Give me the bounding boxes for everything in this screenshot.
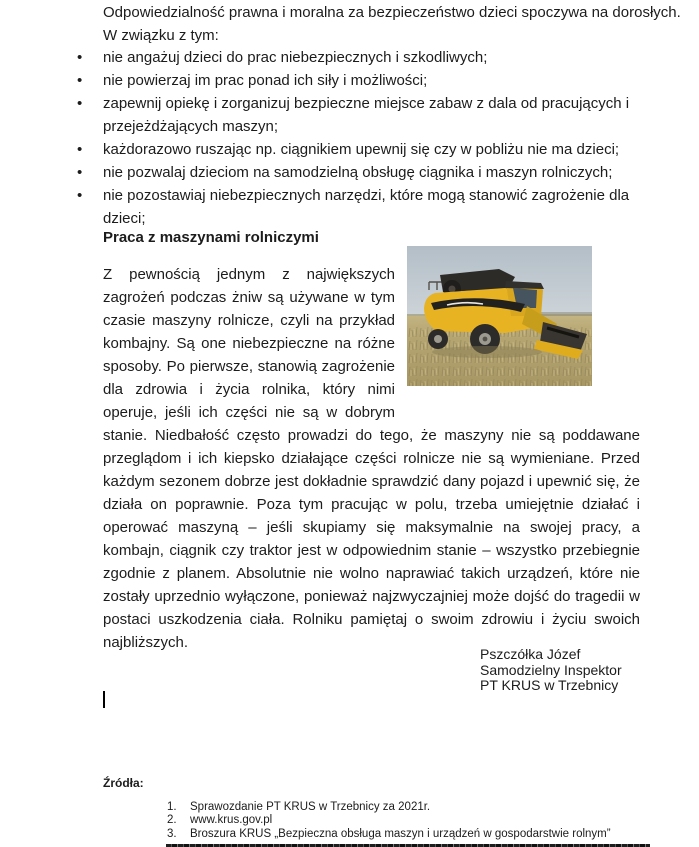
source-number: 1. [167, 801, 177, 813]
source-number: 2. [167, 814, 177, 827]
list-item [75, 184, 640, 230]
list-item-text: nie pozwalaj dzieciom na samodzielną obsługę ciągnika i maszyn rolniczych; [103, 164, 613, 181]
sources-list [167, 801, 611, 841]
source-text: Broszura KRUS „Bezpieczna obsługa maszyn i urządzeń w gospodarstwie rolnym” [190, 827, 611, 840]
signature-org: PT KRUS w Trzebnicy [480, 677, 619, 693]
body-paragraph [103, 263, 640, 654]
list-item [75, 92, 640, 138]
list-item [75, 69, 640, 92]
intro-line-1: Odpowiedzialność prawna i moralna za bezpieczeństwo dzieci spoczywa na dorosłych. [103, 4, 681, 21]
signature-name: Pszczółka Józef [480, 646, 581, 662]
list-item-text: nie angażuj dzieci do prac niebezpiecznych i szkodliwych; [103, 49, 488, 66]
list-item [75, 138, 640, 161]
list-item-text: nie pozostawiaj niebezpiecznych narzędzi, które mogą stanowić zagrożenie dla dzieci; [103, 187, 630, 227]
list-item [75, 46, 640, 69]
list-item-text: nie powierzaj im prac ponad ich siły i możliwości; [103, 72, 428, 89]
bullet-icon: • [77, 141, 83, 158]
source-item [167, 801, 611, 814]
bullet-icon: • [77, 49, 83, 66]
list-item-text: zapewnij opiekę i zorganizuj bezpieczne miejsce zabaw z dala od pracujących i przejeżdżających maszyn; [103, 95, 630, 135]
list-item-text: każdorazowo ruszając np. ciągnikiem upewnij się czy w pobliżu nie ma dzieci; [103, 141, 620, 158]
section-heading: Praca z maszynami rolniczymi [103, 229, 319, 246]
source-item [167, 814, 611, 827]
body-paragraph-text: Z pewnością jednym z największych zagrożeń podczas żniw są używane w tym czasie maszyny rolnicze, czyli na przykład kombajny. Są one niebezpieczne na różne sposoby. Po pierwsze, stanowią zagrożenie dla zdrowia i życia rolnika, który nimi operuje, jeśli ich części nie są w dobrym stanie. Niedbałość często prowadzi do tego, że maszyny nie są poddawane przeglądom i ich kiepsko działające części rolnicze nie są wymieniane. Przed każdym sezonem dobrze jest dokładnie sprawdzić dany pojazd i upewnić się, że działa on poprawnie. Poza tym pracując w polu, trzeba umiejętnie działać i operować maszyną – jeśli skupiamy się maksymalnie na swojej pracy, a kombajn, ciągnik czy traktor jest w odpowiednim stanie – wszystko przebiegnie zgodnie z planem. Absolutnie nie wolno naprawiać takich urządzeń, które nie zostały uprzednio wyłączone, ponieważ najzwyczajniej może dojść do tragedii w postaci uszkodzenia ciała. Rolniku pamiętaj o swoim zdrowiu i życiu swoich najbliższych. [103, 266, 640, 651]
bullet-icon: • [77, 164, 83, 181]
intro-line-2: W związku z tym: [103, 27, 219, 44]
signature-title: Samodzielny Inspektor [480, 661, 622, 678]
intro-paragraph [103, 1, 681, 47]
bullet-icon: • [77, 95, 83, 112]
source-number: 3. [167, 827, 177, 840]
bullet-icon: • [77, 187, 83, 204]
bullet-icon: • [77, 72, 83, 89]
text-caret [103, 691, 105, 708]
source-text: Sprawozdanie PT KRUS w Trzebnicy za 2021r. [190, 801, 431, 813]
combine-harvester-photo [407, 246, 592, 386]
signature-block [480, 647, 622, 694]
source-text: www.krus.gov.pl [190, 814, 273, 827]
safety-bullet-list [75, 46, 640, 230]
list-item [75, 161, 640, 184]
combine-harvester-illustration [407, 246, 592, 386]
source-item [167, 828, 611, 841]
sources-heading: Źródła: [103, 776, 144, 790]
